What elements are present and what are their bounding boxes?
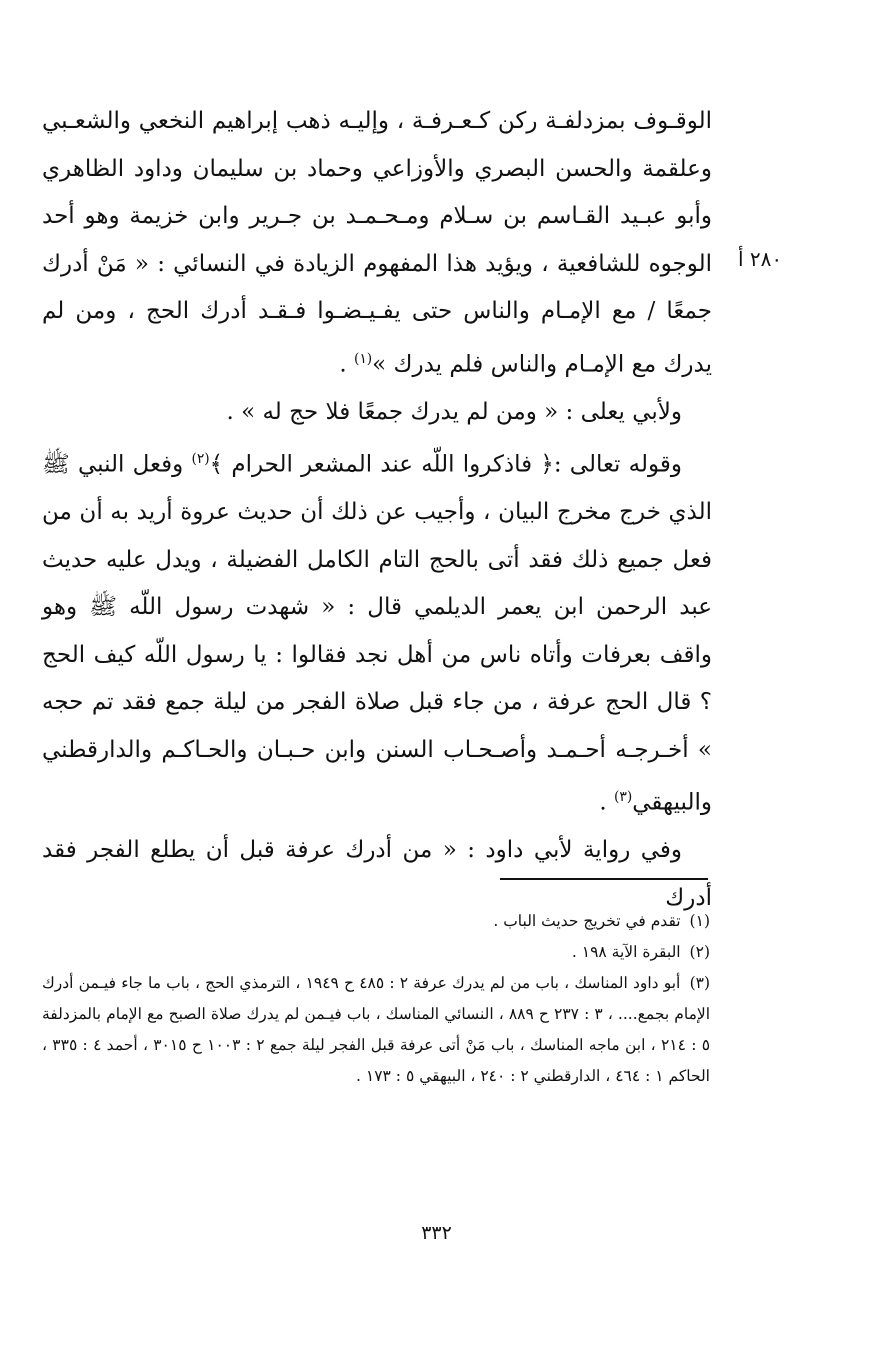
main-text bbox=[42, 98, 712, 922]
footnote-ref-2: (٢) bbox=[191, 451, 210, 468]
footnote-1: (١) تقدم في تخريج حديث الباب . bbox=[493, 912, 710, 930]
paragraph-2: ولأبي يعلى : « ومن لم يدرك جمعًا فلا حج له » . bbox=[226, 398, 682, 425]
footnote-3: (٣) أبو داود المناسك ، باب من لم يدرك عرفة ٢ : ٤٨٥ ح ١٩٤٩ ، الترمذي الحج ، باب ما جاء فيـمن أدرك الإمام بجمع.... ، ٣ : ٢٣٧ ح ٨٨٩ ، النسائي المناسك ، باب فيـمن لم يدرك صلاة الصبح مع الإمام بالمزدلفة ٥ : ٢١٤ ، ابن ماجه المناسك ، باب مَنْ أتى عرفة قبل الفجر ليلة جمع ٢ : ١٠٠٣ ح ٣٠١٥ ، أحمد ٤ : ٣٣٥ ، الحاكم ١ : ٤٦٤ ، الدارقطني ٢ : ٢٤٠ ، البيهقي ٥ : ١٧٣ . bbox=[42, 974, 711, 1085]
footnote-ref-1: (١) bbox=[353, 350, 373, 367]
footnote-2: (٢) البقرة الآية ١٩٨ . bbox=[571, 943, 710, 961]
margin-folio-note: ٢٨٠ أ bbox=[738, 247, 783, 271]
footnotes bbox=[42, 906, 710, 1092]
paragraph-4: وفي رواية لأبي داود : « من أدرك عرفة قبل أن يطلع الفجر فقد أدرك bbox=[42, 837, 712, 911]
paragraph-3: وقوله تعالى :﴿ فاذكروا اللّه عند المشعر الحرام ﴾$^{(٢)}$ وفعل النبي ﷺ الذي خرج مخرج البيان ، وأجيب عن ذلك أن حديث عروة أريد به أن من فعل جميع ذلك فقد أتى بالحج التام الكامل الفضيلة ، ويدل عليه حديث عبد الرحمن ابن يعمر الديلمي قال : « شهدت رسول اللّه ﷺ وهو واقف بعرفات وأتاه ناس من أهل نجد فقالوا : يا رسول اللّه كيف الحج ؟ قال الحج عرفة ، من جاء قبل صلاة الفجر من ليلة جمع فقد تم حجه » أخـرجـه أحـمـد وأصـحـاب السنن وابن حـبـان والحـاكـم والدارقطني والبيهقي$^{(٣)}$ . bbox=[42, 451, 712, 816]
footnote-separator bbox=[500, 878, 708, 880]
footnote-ref-3: (٣) bbox=[614, 789, 633, 806]
page-number: ٣٣٢ bbox=[421, 1222, 452, 1244]
paragraph-1: الوقـوف بمزدلفـة ركن كـعـرفـة ، وإليـه ذهب إبراهيم النخعي والشعـبي وعلقمة والحسن البصري والأوزاعي وحماد بن سليمان وداود الظاهري وأبو عبـيد القـاسم بن سـلام ومـحـمـد بن جـرير وابن خزيمة وهو أحد الوجوه للشافعية ، ويؤيد هذا المفهوم الزيادة في النسائي : « مَنْ أدرك جمعًا / مع الإمـام والناس حتى يفـيـضـوا فـقـد أدرك الحج ، ومن لم يدرك مع الإمـام والناس فلم يدرك »$^{(١)}$ . bbox=[42, 108, 713, 378]
